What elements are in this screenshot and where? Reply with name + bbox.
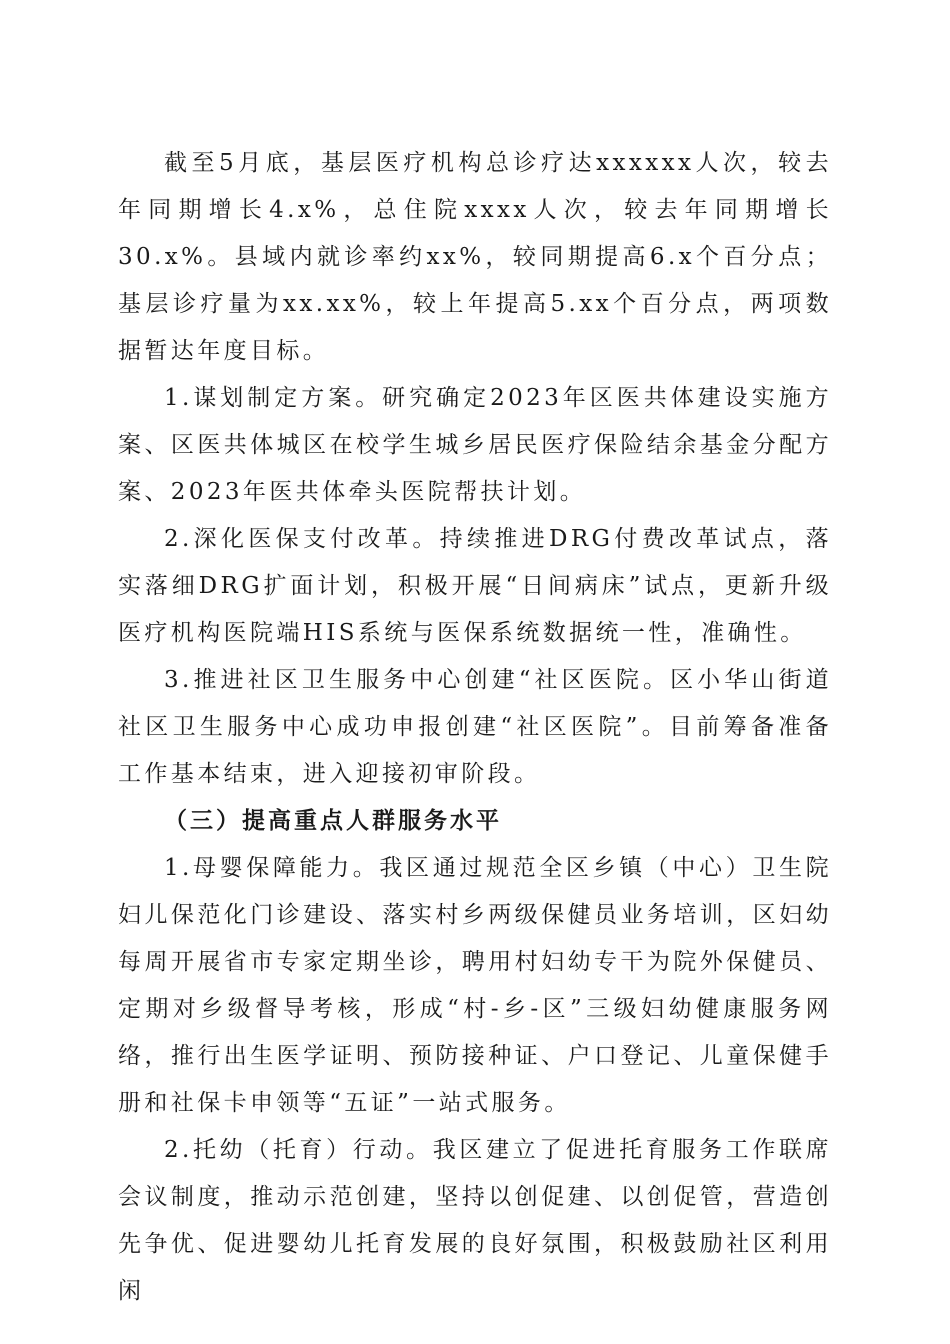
paragraph-maternal-infant: 1.母婴保障能力。我区通过规范全区乡镇（中心）卫生院妇儿保范化门诊建设、落实村乡两级保健员业务培训，区妇幼每周开展省市专家定期坐诊，聘用村妇幼专干为院外保健员、定期对乡级督导考核，形成“村-乡-区”三级妇幼健康服务网络，推行出生医学证明、预防接种证、户口登记、儿童保健手册和社保卡申领等“五证”一站式服务。 — [118, 855, 832, 1116]
paragraph-insurance-reform: 2.深化医保支付改革。持续推进DRG付费改革试点，落实落细DRG扩面计划，积极开展“日间病床”试点，更新升级医疗机构医院端HIS系统与医保系统数据统一性，准确性。 — [118, 526, 832, 646]
document-body — [118, 140, 832, 1315]
paragraph-plan: 1.谋划制定方案。研究确定2023年区医共体建设实施方案、区医共体城区在校学生城乡居民医疗保险结余基金分配方案、2023年医共体牵头医院帮扶计划。 — [118, 385, 832, 505]
paragraph-childcare: 2.托幼（托育）行动。我区建立了促进托育服务工作联席会议制度，推动示范创建，坚持以创促建、以创促管，营造创先争优、促进婴幼儿托育发展的良好氛围，积极鼓励社区利用闲 — [118, 1137, 832, 1304]
section-heading: （三）提高重点人群服务水平 — [164, 808, 502, 834]
paragraph-statistics: 截至5月底，基层医疗机构总诊疗达xxxxxx人次，较去年同期增长4.x%，总住院xxxx人次，较去年同期增长30.x%。县域内就诊率约xx%，较同期提高6.x个百分点；基层诊疗量为xx.xx%，较上年提高5.xx个百分点，两项数据暂达年度目标。 — [118, 150, 832, 364]
paragraph-community-hospital: 3.推进社区卫生服务中心创建“社区医院。区小华山街道社区卫生服务中心成功申报创建“社区医院”。目前筹备准备工作基本结束，进入迎接初审阶段。 — [118, 667, 832, 787]
